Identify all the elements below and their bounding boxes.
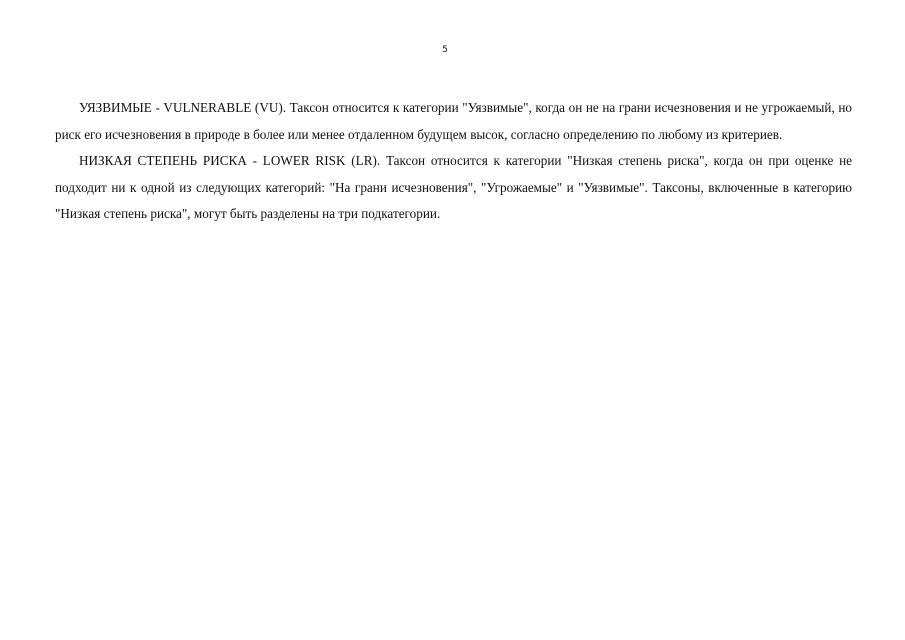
page-number: 5	[442, 45, 448, 55]
document-body	[55, 95, 852, 228]
paragraph-lower-risk: НИЗКАЯ СТЕПЕНЬ РИСКА - LOWER RISK (LR). Таксон относится к категории "Низкая степень риска", когда он при оценке не подходит ни к одной из следующих категорий: "На грани исчезновения", "Угрожаемые" и "Уязвимые". Таксоны, включенные в категорию "Низкая степень риска", могут быть разделены на три подкатегории.	[55, 153, 852, 221]
paragraph-vulnerable: УЯЗВИМЫЕ - VULNERABLE (VU). Таксон относится к категории "Уязвимые", когда он не на грани исчезновения и не угрожаемый, но риск его исчезновения в природе в более или менее отдаленном будущем высок, согласно определению по любому из критериев.	[55, 100, 852, 142]
